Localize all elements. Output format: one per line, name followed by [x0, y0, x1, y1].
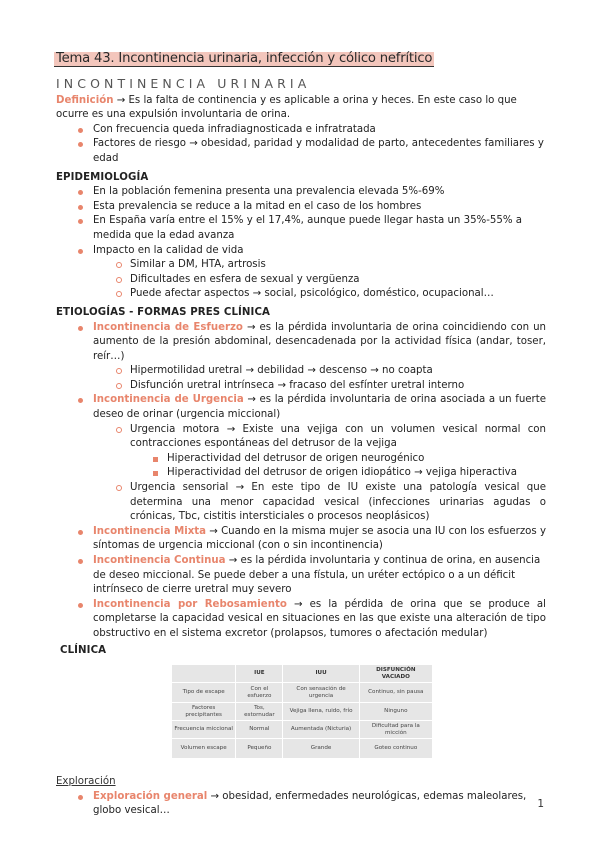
- list-item: Hiperactividad del detrusor de origen neurogénico: [130, 452, 546, 467]
- table-row: [172, 703, 433, 721]
- rebosamiento-text: → es la pérdida de orina que se produce al completarse la capacidad vesical en situaciones en las que existe una alteración de tipo obstructivo en el sistema excretor (prolapsos, tumores o afectación medular): [93, 598, 546, 639]
- motora-sublist: [130, 452, 546, 481]
- esfuerzo-label: Incontinencia de Esfuerzo: [93, 321, 243, 333]
- continua-text: → es la pérdida involuntaria y continua de orina, en ausencia de deseo miccional. Se puede deber a una fístula, un uréter ectópico o a un déficit intrínseco de cierre uretral muy severo: [93, 555, 541, 596]
- epidemiologia-list: [56, 185, 546, 302]
- table-cell: Vejiga llena, ruido, frío: [283, 703, 359, 721]
- rebosamiento-label: Incontinencia por Rebosamiento: [93, 598, 287, 610]
- table-header-cell: IUE: [236, 665, 283, 683]
- list-item: En España varía entre el 15% y el 17,4%, aunque puede llegar hasta un 35%-55% a medida que la edad avanza: [56, 214, 546, 243]
- list-item: Similar a DM, HTA, artrosis: [93, 258, 546, 273]
- document-page: [56, 50, 546, 819]
- table-cell: Factores precipitantes: [172, 703, 236, 721]
- definition-list: [56, 123, 546, 167]
- list-item-motora: [93, 423, 546, 481]
- table-cell: Con el esfuerzo: [236, 683, 283, 703]
- definition-label: Definición: [56, 94, 114, 106]
- table-cell: Goteo continuo: [359, 739, 432, 759]
- table-cell: Grande: [283, 739, 359, 759]
- definition-text: → Es la falta de continencia y es aplicable a orina y heces. En este caso lo que ocurre es una expulsión involuntaria de orina.: [56, 94, 517, 121]
- table-cell: Normal: [236, 721, 283, 739]
- list-item: Puede afectar aspectos → social, psicológico, doméstico, ocupacional…: [93, 287, 546, 302]
- esfuerzo-sublist: [93, 364, 546, 393]
- table-row: [172, 683, 433, 703]
- list-item: Disfunción uretral intrínseca → fracaso del esfínter uretral interno: [93, 379, 546, 394]
- table-cell: Aumentada (Nicturia): [283, 721, 359, 739]
- list-item-text: Impacto en la calidad de vida: [93, 244, 244, 256]
- table-cell: Dificultad para la micción: [359, 721, 432, 739]
- clinica-heading: CLÍNICA: [60, 644, 107, 656]
- motora-text: Urgencia motora → Existe una vejiga con un volumen vesical normal con contracciones espontáneas del detrusor de la vejiga: [130, 423, 546, 450]
- table-header-cell: [172, 665, 236, 683]
- section-title: INCONTINENCIA URINARIA: [56, 75, 311, 91]
- table-cell: Frecuencia miccional: [172, 721, 236, 739]
- list-item: Hiperactividad del detrusor de origen idiopático → vejiga hiperactiva: [130, 466, 546, 481]
- table-header-cell: DISFUNCIÓN VACIADO: [359, 665, 432, 683]
- list-item-sensorial: Urgencia sensorial → En este tipo de IU existe una patología vesical que determina una menor capacidad vesical (infecciones urinarias agudas o crónicas, Tbc, cistitis intersticiales o procesos neoplásicos): [93, 481, 546, 525]
- clinica-table: [171, 664, 433, 759]
- table-cell: Ninguno: [359, 703, 432, 721]
- list-item-continua: [56, 554, 546, 598]
- list-item: Factores de riesgo → obesidad, paridad y modalidad de parto, antecedentes familiares y edad: [56, 137, 546, 166]
- esfuerzo-text: → es la pérdida involuntaria de orina coincidiendo con un aumento de la presión abdominal, desencadenada por la actividad física (andar, toser, reír…): [93, 321, 546, 362]
- list-item: En la población femenina presenta una prevalencia elevada 5%-69%: [56, 185, 546, 200]
- list-item-calidad-vida: [56, 244, 546, 302]
- urgencia-label: Incontinencia de Urgencia: [93, 394, 244, 406]
- list-item-mixta: [56, 525, 546, 554]
- exploracion-list: [56, 790, 546, 819]
- exploracion-label: Exploración general: [93, 790, 208, 802]
- urgencia-text: → es la pérdida involuntaria de orina asociada a un fuerte deseo de orinar (urgencia miccional): [93, 394, 547, 421]
- table-cell: Continuo, sin pausa: [359, 683, 432, 703]
- table-header-cell: IUU: [283, 665, 359, 683]
- list-item: Esta prevalencia se reduce a la mitad en el caso de los hombres: [56, 200, 546, 215]
- mixta-label: Incontinencia Mixta: [93, 525, 207, 537]
- exploracion-heading: Exploración: [56, 776, 116, 788]
- table-row: [172, 739, 433, 759]
- page-title: Tema 43. Incontinencia urinaria, infección y cólico nefrítico: [56, 51, 433, 66]
- page-title-block: [56, 50, 432, 67]
- list-item-urgencia: [56, 393, 546, 524]
- title-underline: [54, 66, 434, 67]
- urgencia-sublist: [93, 423, 546, 525]
- list-item-exploracion-general: [56, 790, 546, 819]
- definition-paragraph: [56, 94, 546, 123]
- epidemiologia-heading: EPIDEMIOLOGÍA: [56, 171, 149, 183]
- table-cell: Tipo de escape: [172, 683, 236, 703]
- list-item-esfuerzo: [56, 321, 546, 394]
- list-item: Dificultades en esfera de sexual y vergüenza: [93, 273, 546, 288]
- continua-label: Incontinencia Continua: [93, 555, 226, 566]
- etiologias-list: [56, 321, 546, 642]
- list-item-rebosamiento: [56, 598, 546, 642]
- table-cell: Con sensación de urgencia: [283, 683, 359, 703]
- list-item: Con frecuencia queda infradiagnosticada e infratratada: [56, 123, 546, 138]
- table-cell: Tos, estornudar: [236, 703, 283, 721]
- table-cell: Volumen escape: [172, 739, 236, 759]
- table-row: [172, 721, 433, 739]
- table-header-row: [172, 665, 433, 683]
- mixta-text: → Cuando en la misma mujer se asocia una IU con los esfuerzos y síntomas de urgencia miccional (con o sin incontinencia): [93, 525, 547, 552]
- page-number: 1: [537, 798, 544, 810]
- exploracion-text: → obesidad, enfermedades neurológicas, edemas maleolares, globo vesical…: [93, 790, 527, 817]
- calidad-vida-sublist: [93, 258, 546, 302]
- list-item: Hipermotilidad uretral → debilidad → descenso → no coapta: [93, 364, 546, 379]
- etiologias-heading: ETIOLOGÍAS - FORMAS PRES CLÍNICA: [56, 306, 271, 318]
- table-cell: Pequeño: [236, 739, 283, 759]
